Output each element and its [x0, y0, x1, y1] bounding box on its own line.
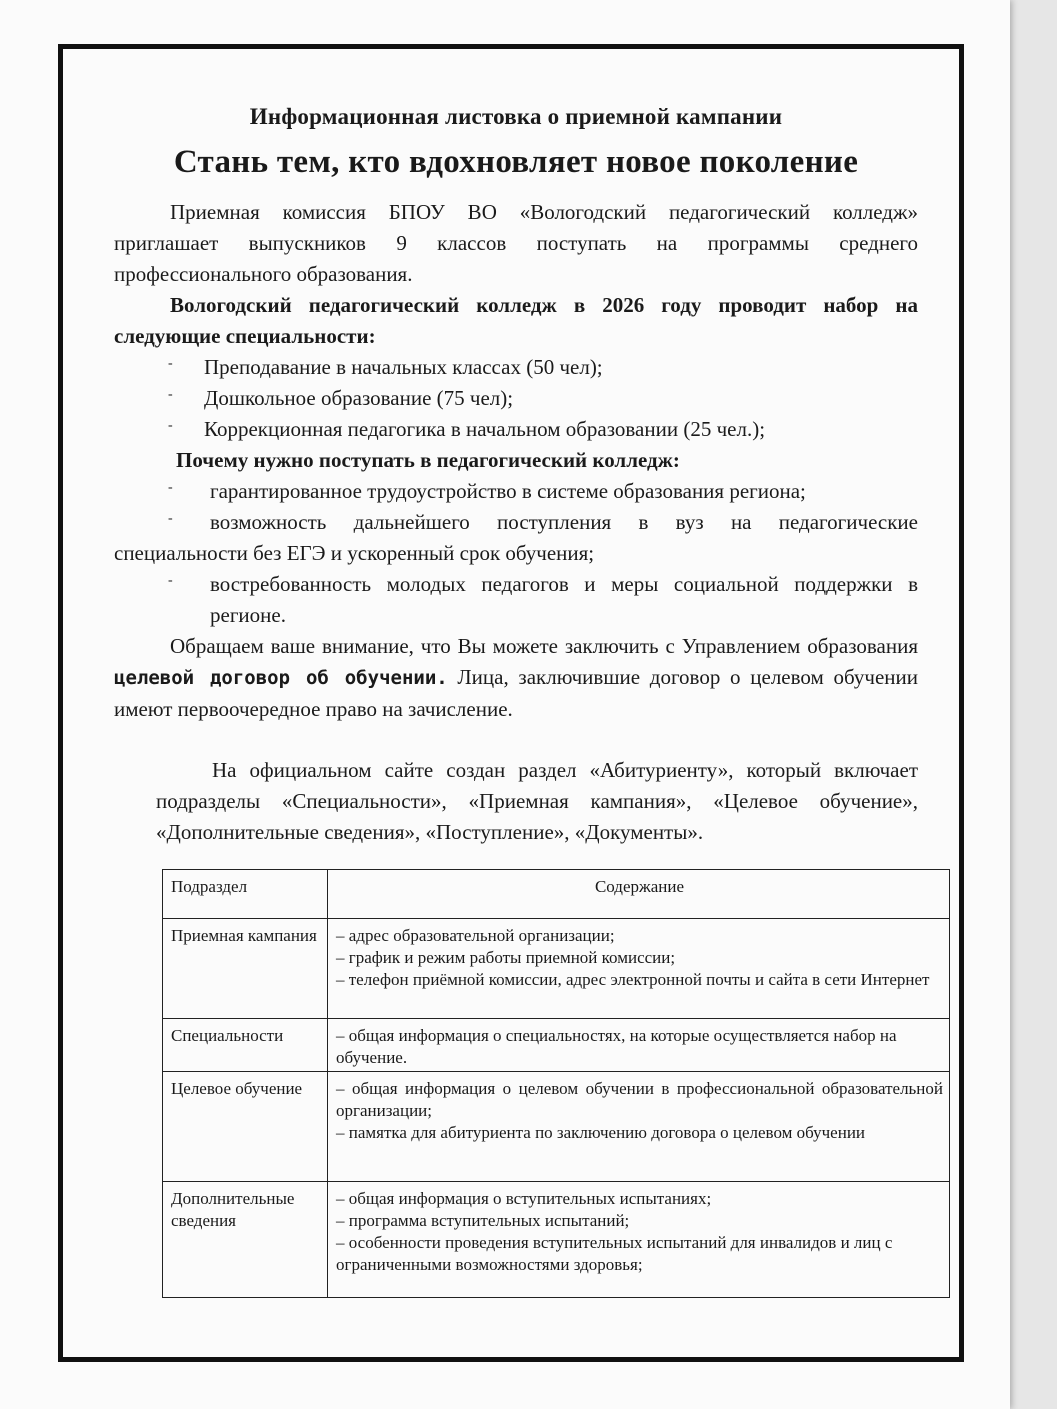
- table-cell-subsection: Приемная кампания: [163, 919, 328, 1019]
- list-item: - Преподавание в начальных классах (50 чел);: [168, 355, 603, 379]
- table-cell-content: – общая информация о вступительных испытаниях; – программа вступительных испытаний; – особенности проведения вступительных испытаний для инвалидов и лиц с ограниченными возможностями здоровья;: [328, 1182, 950, 1298]
- table-header-subsection: Подраздел: [163, 870, 328, 919]
- table-cell-content: – адрес образовательной организации; – график и режим работы приемной комиссии; – телефон приёмной комиссии, адрес электронной почты и сайта в сети Интернет: [328, 919, 950, 1019]
- list-item: - Коррекционная педагогика в начальном образовании (25 чел.);: [168, 417, 766, 441]
- list-item: - востребованность молодых педагогов и меры социальной поддержки в регионе.: [168, 572, 918, 627]
- table-cell-content: – общая информация о целевом обучении в профессиональной образовательной организации; – памятка для абитуриента по заключению договора о целевом обучении: [328, 1072, 950, 1182]
- recruitment-heading: Вологодский педагогический колледж в 2026 году проводит набор на следующие специальности:: [114, 293, 918, 348]
- table-row: [163, 919, 950, 1019]
- site-info-paragraph: На официальном сайте создан раздел «Абитуриенту», который включает подразделы «Специальности», «Приемная кампания», «Целевое обучение», «Дополнительные сведения», «Поступление», «Документы».: [156, 758, 918, 844]
- list-item: - гарантированное трудоустройство в системе образования региона;: [168, 479, 806, 503]
- document-body: [114, 104, 918, 848]
- table-header-content: Содержание: [328, 870, 950, 919]
- table-cell-content: – общая информация о специальностях, на которые осуществляется набор на обучение.: [328, 1019, 950, 1072]
- document-heading: Информационная листовка о приемной кампании: [249, 104, 783, 129]
- contract-paragraph: Обращаем ваше внимание, что Вы можете заключить с Управлением образования целевой договор об обучении. Лица, заключившие договор о целевом обучении имеют первоочередное право на зачисление.: [114, 634, 918, 721]
- table-row: [163, 1182, 950, 1298]
- reasons-list: [114, 476, 918, 631]
- document-slogan: Стань тем, кто вдохновляет новое поколение: [173, 144, 859, 180]
- specialties-list: [114, 352, 918, 445]
- intro-paragraph: Приемная комиссия БПОУ ВО «Вологодский педагогический колледж» приглашает выпускников 9 классов поступать на программы среднего профессионального образования.: [114, 200, 918, 286]
- contract-highlight: целевой договор об обучении.: [114, 667, 448, 689]
- table-row: [163, 1019, 950, 1072]
- table-header-row: [163, 870, 950, 919]
- table-cell-subsection: Дополнительные сведения: [163, 1182, 328, 1298]
- list-item: - Дошкольное образование (75 чел);: [168, 386, 514, 410]
- list-item: - возможность дальнейшего поступления в вуз на педагогические специальности без ЕГЭ и ускоренный срок обучения;: [114, 510, 918, 565]
- table-cell-subsection: Целевое обучение: [163, 1072, 328, 1182]
- reasons-heading: Почему нужно поступать в педагогический колледж:: [176, 448, 680, 472]
- subsections-table: [162, 869, 950, 1298]
- table-cell-subsection: Специальности: [163, 1019, 328, 1072]
- table-row: [163, 1072, 950, 1182]
